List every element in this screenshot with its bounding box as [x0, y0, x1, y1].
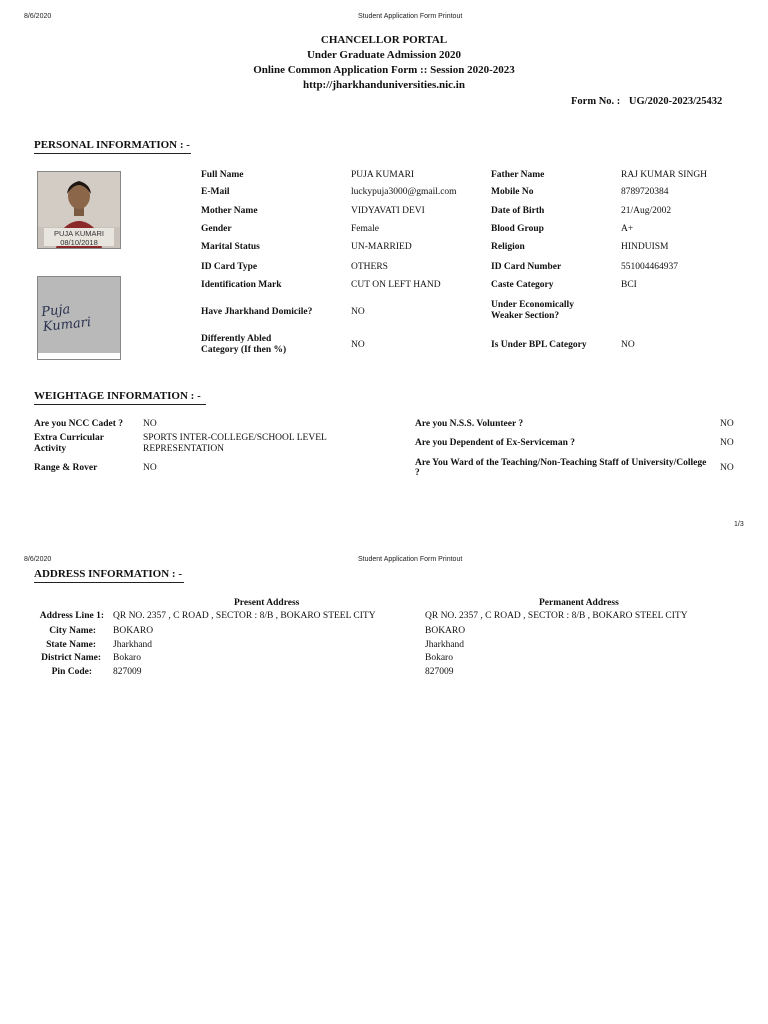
- mobile-label: Mobile No: [491, 187, 534, 197]
- nss-label: Are you N.S.S. Volunteer ?: [415, 419, 524, 429]
- form-session-title: Online Common Application Form :: Session 2020-2023: [253, 64, 515, 76]
- domicile-label: Have Jharkhand Domicile?: [201, 307, 313, 317]
- print-title: Student Application Form Printout: [358, 13, 463, 20]
- father-name-label: Father Name: [491, 170, 545, 180]
- ncc-label: Are you NCC Cadet ?: [34, 419, 124, 429]
- marital-status-value: UN-MARRIED: [351, 242, 412, 252]
- range-rover-value: NO: [143, 463, 157, 473]
- portal-title: CHANCELLOR PORTAL: [320, 34, 448, 46]
- blood-group-label: Blood Group: [491, 224, 544, 234]
- extra-curricular-label-line2: Activity: [34, 444, 67, 454]
- differently-abled-label-line1: Differently Abled: [201, 334, 272, 344]
- nss-value: NO: [720, 419, 734, 429]
- form-number: [571, 96, 722, 107]
- id-card-number-value: 551004464937: [621, 262, 678, 272]
- mother-name-value: VIDYAVATI DEVI: [351, 206, 425, 216]
- portal-url: http://jharkhanduniversities.nic.in: [303, 79, 465, 91]
- caste-category-label: Caste Category: [491, 280, 554, 290]
- print-date-page2: 8/6/2020: [24, 556, 52, 563]
- admission-title: Under Graduate Admission 2020: [306, 49, 462, 61]
- differently-abled-value: NO: [351, 340, 365, 350]
- permanent-address-line1: QR NO. 2357 , C ROAD , SECTOR : 8/B , BOKARO STEEL CITY: [425, 611, 688, 621]
- bpl-value: NO: [621, 340, 635, 350]
- gender-value: Female: [351, 224, 379, 234]
- dob-label: Date of Birth: [491, 206, 545, 216]
- differently-abled-label-line2: Category (If then %): [201, 345, 287, 355]
- photo-caption-date: 08/10/2018: [60, 238, 98, 247]
- staff-ward-value: NO: [720, 463, 734, 473]
- print-title-page2: Student Application Form Printout: [358, 556, 463, 563]
- marital-status-label: Marital Status: [201, 242, 260, 252]
- extra-curricular-label-line1: Extra Curricular: [34, 433, 104, 443]
- personal-info-heading: PERSONAL INFORMATION : -: [34, 139, 191, 154]
- present-district: Bokaro: [113, 653, 141, 663]
- permanent-pin-code: 827009: [425, 667, 454, 677]
- page-number: 1/3: [734, 521, 744, 528]
- id-card-number-label: ID Card Number: [491, 262, 562, 272]
- district-label: District Name:: [41, 653, 101, 663]
- present-city: BOKARO: [113, 626, 154, 636]
- religion-value: HINDUISM: [621, 242, 669, 252]
- id-card-type-label: ID Card Type: [201, 262, 258, 272]
- form-number-label: Form No. :: [571, 96, 621, 107]
- blood-group-value: A+: [621, 224, 634, 234]
- extra-curricular-value-line2: REPRESENTATION: [143, 444, 225, 454]
- gender-label: Gender: [201, 224, 232, 234]
- staff-ward-label-line2: ?: [415, 468, 420, 478]
- extra-curricular-value-line1: SPORTS INTER-COLLEGE/SCHOOL LEVEL: [143, 433, 327, 443]
- religion-label: Religion: [491, 242, 525, 252]
- ncc-value: NO: [143, 419, 157, 429]
- email-value: luckypuja3000@gmail.com: [351, 187, 457, 197]
- permanent-address-title: Permanent Address: [539, 598, 619, 608]
- present-pin-code: 827009: [113, 667, 142, 677]
- weightage-info-heading: WEIGHTAGE INFORMATION : -: [34, 390, 206, 405]
- print-date: 8/6/2020: [24, 13, 52, 20]
- state-label: State Name:: [46, 640, 96, 650]
- full-name-value: PUJA KUMARI: [351, 170, 415, 180]
- pin-code-label: Pin Code:: [51, 667, 92, 677]
- present-state: Jharkhand: [113, 640, 153, 650]
- ews-label-line2: Weaker Section?: [491, 311, 560, 321]
- range-rover-label: Range & Rover: [34, 463, 98, 473]
- applicant-photo: [37, 171, 121, 249]
- present-address-line1: QR NO. 2357 , C ROAD , SECTOR : 8/B , BOKARO STEEL CITY: [113, 611, 376, 621]
- email-label: E-Mail: [201, 187, 230, 197]
- permanent-city: BOKARO: [425, 626, 466, 636]
- ews-label-line1: Under Economically: [491, 300, 574, 310]
- present-address-title: Present Address: [234, 598, 300, 608]
- form-number-value: UG/2020-2023/25432: [628, 96, 723, 107]
- dob-value: 21/Aug/2002: [621, 206, 672, 216]
- applicant-signature: [37, 276, 121, 360]
- caste-category-value: BCI: [621, 280, 637, 290]
- ex-serviceman-label: Are you Dependent of Ex-Serviceman ?: [415, 438, 575, 448]
- address-info-heading: ADDRESS INFORMATION : -: [34, 568, 184, 583]
- identification-mark-value: CUT ON LEFT HAND: [351, 280, 441, 290]
- father-name-value: RAJ KUMAR SINGH: [621, 170, 708, 180]
- signature-text: Puja Kumari: [40, 302, 92, 335]
- city-label: City Name:: [49, 626, 96, 636]
- photo-caption-name: PUJA KUMARI: [53, 229, 104, 238]
- permanent-district: Bokaro: [425, 653, 453, 663]
- address-line1-label: Address Line 1:: [39, 611, 104, 621]
- id-card-type-value: OTHERS: [351, 262, 388, 272]
- mobile-value: 8789720384: [621, 187, 669, 197]
- permanent-state: Jharkhand: [425, 640, 465, 650]
- full-name-label: Full Name: [201, 170, 244, 180]
- domicile-value: NO: [351, 307, 365, 317]
- staff-ward-label-line1: Are You Ward of the Teaching/Non-Teaching Staff of University/College: [415, 458, 707, 468]
- identification-mark-label: Identification Mark: [201, 280, 282, 290]
- mother-name-label: Mother Name: [201, 206, 258, 216]
- ex-serviceman-value: NO: [720, 438, 734, 448]
- bpl-label: Is Under BPL Category: [491, 340, 587, 350]
